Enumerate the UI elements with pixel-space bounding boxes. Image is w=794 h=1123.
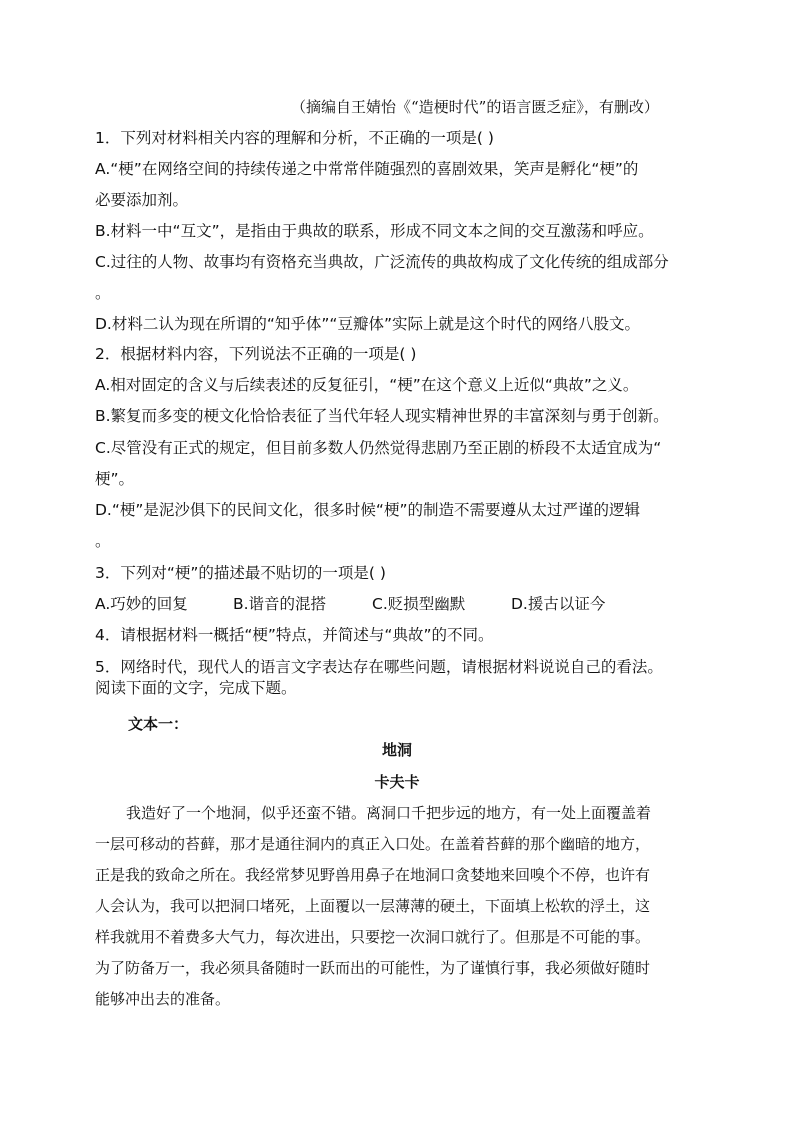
source-note: （摘编自王婧怡《“造梗时代”的语言匮乏症》，有删改） (291, 98, 659, 116)
question-1-option-a: A.“梗”在网络空间的持续传递之中常常伴随强烈的喜剧效果，笑声是孵化“梗”的 (95, 160, 639, 178)
story-line: 为了防备万一，我必须具备随时一跃而出的可能性，为了谨慎行事，我必须做好随时 (95, 959, 651, 977)
question-1-option-a-cont: 必要添加剂。 (95, 191, 189, 209)
question-1-stem: 1．下列对材料相关内容的理解和分析，不正确的一项是( ) (95, 129, 494, 147)
question-2-option-c-cont: 梗”。 (95, 470, 135, 488)
text-label: 文本一： (128, 715, 189, 733)
reading-instruction: 阅读下面的文字，完成下题。 (95, 679, 297, 697)
question-2-option-a: A.相对固定的含义与后续表述的反复征引，“梗”在这个意义上近似“典故”之义。 (95, 376, 639, 394)
question-2-option-d: D.“梗”是泥沙俱下的民间文化，很多时候“梗”的制造不需要遵从太过严谨的逻辑 (95, 501, 640, 519)
question-3-option-c: C.贬损型幽默 (372, 595, 466, 613)
story-line: 人会认为，我可以把洞口堵死，上面覆以一层薄薄的硬土，下面填上松软的浮土，这 (95, 897, 651, 915)
question-3-option-b: B.谐音的混搭 (233, 595, 327, 613)
question-1-option-b: B.材料一中“互文”，是指由于典故的联系，形成不同文本之间的交互激荡和呼应。 (95, 222, 654, 240)
question-3-options (95, 593, 605, 615)
story-line: 能够冲出去的准备。 (95, 990, 231, 1008)
question-2-option-b: B.繁复而多变的梗文化恰恰表征了当代年轻人现实精神世界的丰富深刻与勇于创新。 (95, 407, 669, 425)
question-4: 4．请根据材料一概括“梗”特点，并简述与“典故”的不同。 (95, 626, 494, 644)
question-3-option-d: D.援古以证今 (511, 595, 606, 613)
story-line: 正是我的致命之所在。我经常梦见野兽用鼻子在地洞口贪婪地来回嗅个不停，也许有 (95, 866, 651, 884)
question-3-option-a: A.巧妙的回复 (95, 595, 188, 613)
story-line: 一层可移动的苔藓，那才是通往洞内的真正入口处。在盖着苔藓的那个幽暗的地方， (95, 835, 651, 853)
question-2-option-c: C.尽管没有正式的规定，但目前多数人仍然觉得悲剧乃至正剧的桥段不太适宜成为“ (95, 439, 662, 457)
story-line: 我造好了一个地洞，似乎还蛮不错。离洞口千把步远的地方，有一处上面覆盖着 (126, 804, 652, 822)
question-1-option-c: C.过往的人物、故事均有资格充当典故，广泛流传的典故构成了文化传统的组成部分 (95, 253, 669, 271)
question-3-stem: 3．下列对“梗”的描述最不贴切的一项是( ) (95, 564, 386, 582)
question-5: 5．网络时代，现代人的语言文字表达存在哪些问题，请根据材料说说自己的看法。 (95, 658, 663, 676)
question-1-option-d: D.材料二认为现在所谓的“知乎体”“豆瓣体”实际上就是这个时代的网络八股文。 (95, 315, 640, 333)
question-2-option-d-cont: 。 (95, 532, 111, 550)
story-title: 地洞 (381, 741, 412, 759)
story-author: 卡夫卡 (374, 773, 420, 791)
question-1-option-c-cont: 。 (95, 284, 111, 302)
question-2-stem: 2．根据材料内容，下列说法不正确的一项是( ) (95, 345, 417, 363)
story-line: 样我就用不着费多大气力，每次进出，只要挖一次洞口就行了。但那是不可能的事。 (95, 928, 651, 946)
